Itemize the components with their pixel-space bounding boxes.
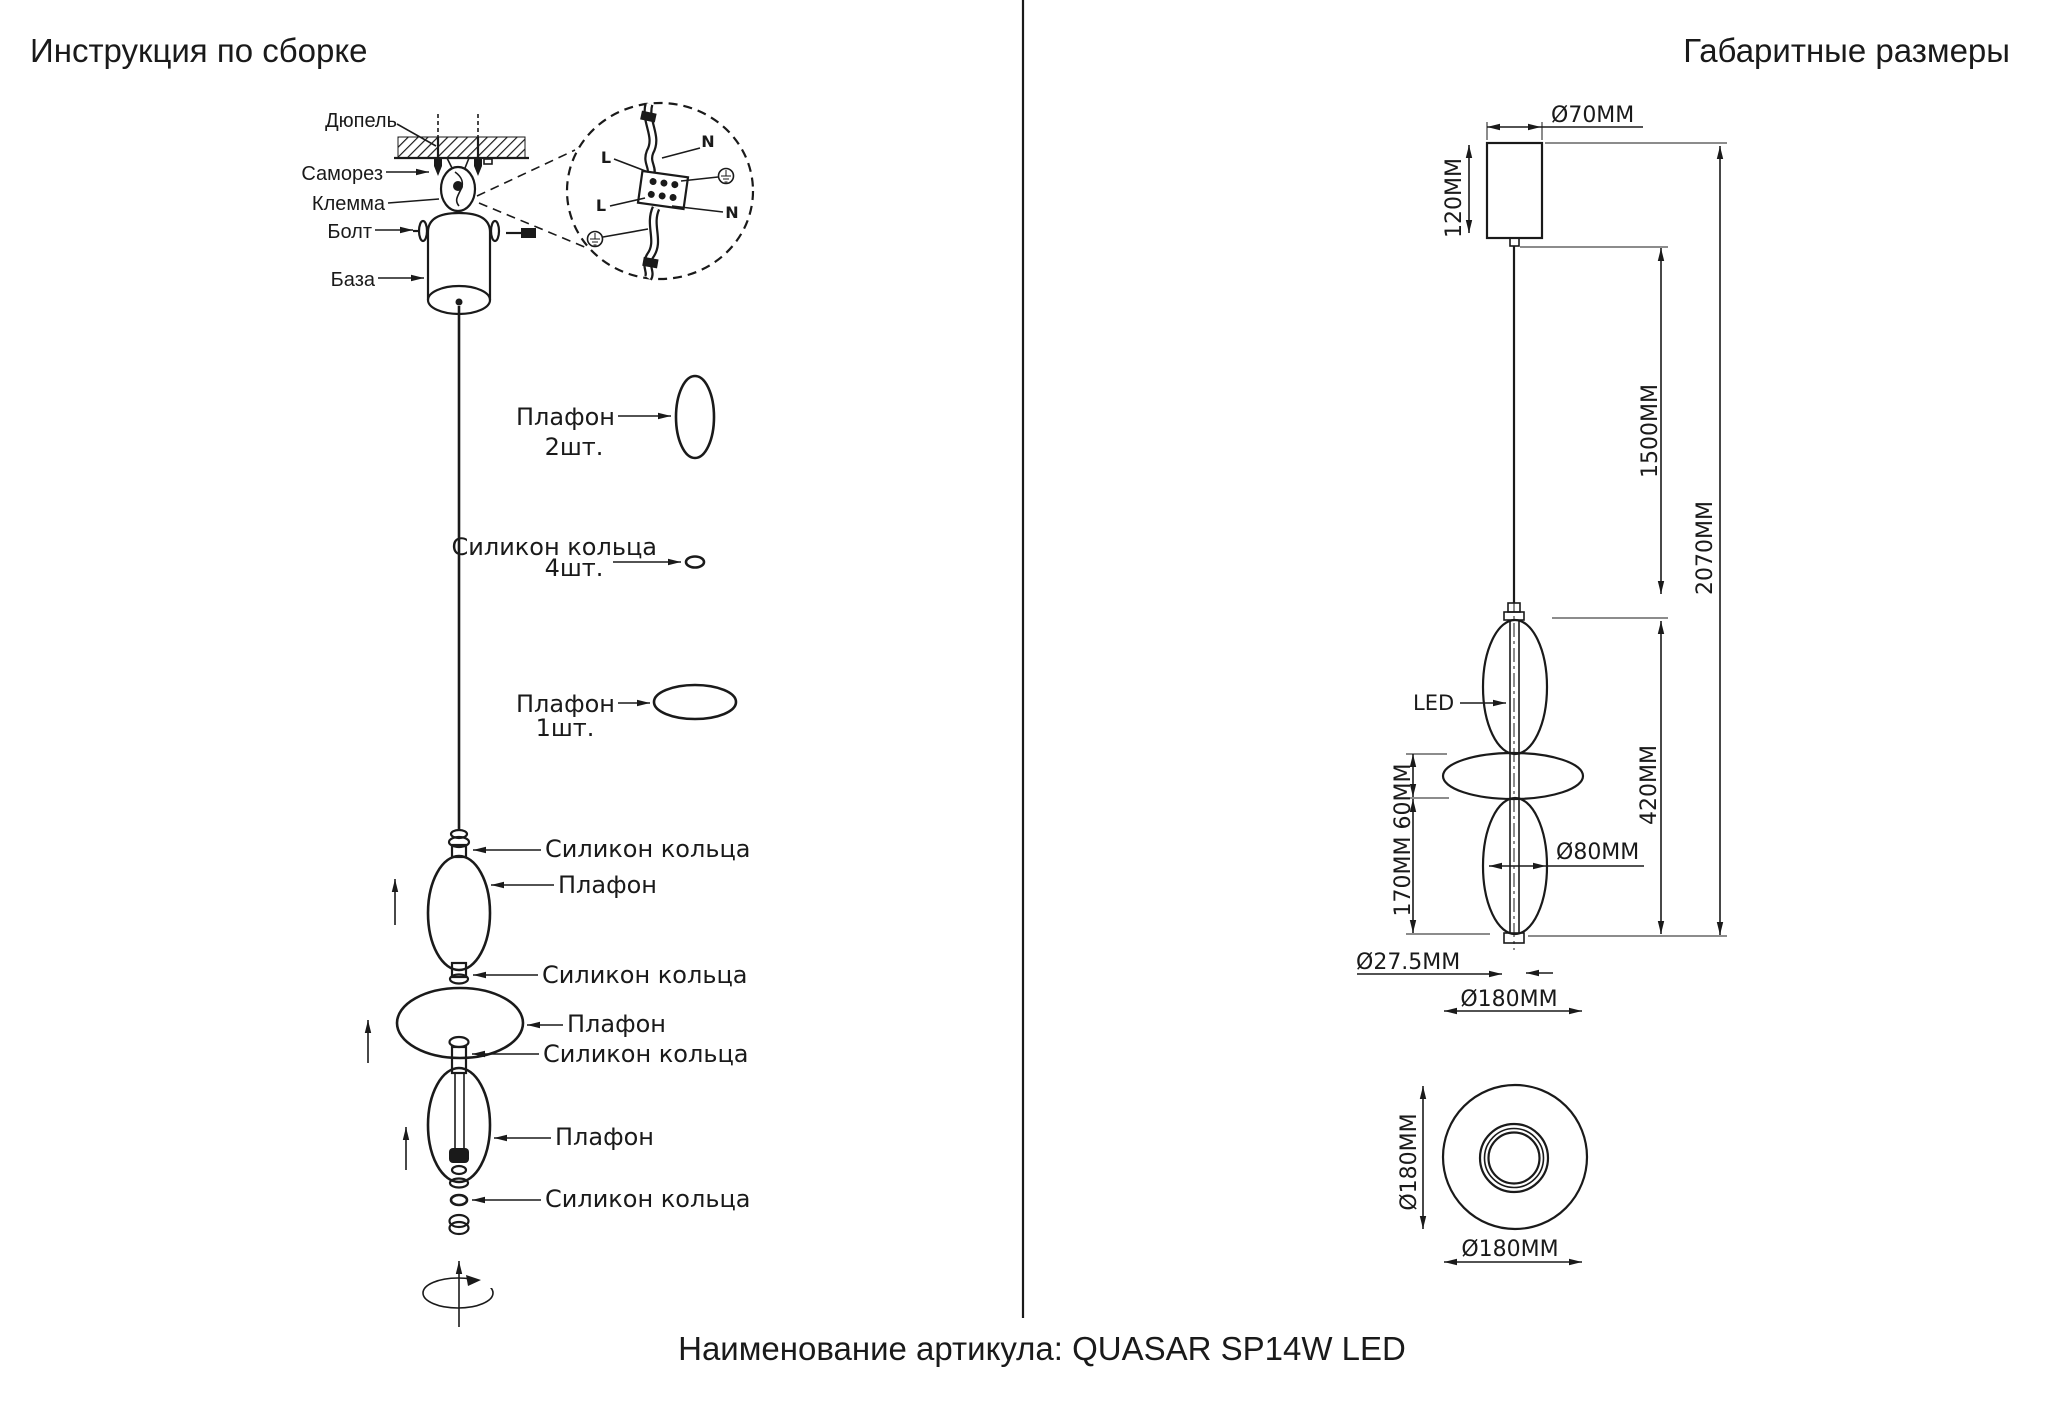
right-panel: [1356, 32, 2010, 1262]
assembly-shade-label: Плафон: [555, 1123, 654, 1151]
dim-canopy-diameter: Ø70MM: [1551, 103, 1635, 128]
dim-cord-length: 1500MM: [1638, 384, 1663, 478]
assembly-ring-label: Силикон кольца: [543, 1040, 749, 1068]
left-panel-title: Инструкция по сборке: [30, 32, 368, 69]
callout-screw-label: Саморез: [301, 163, 383, 185]
article-caption: Наименование артикула: QUASAR SP14W LED: [678, 1330, 1406, 1367]
assembly-stack: [368, 830, 751, 1327]
part-shade-horizontal: [654, 685, 736, 719]
lamp-body: [1443, 598, 1583, 950]
wire-n-bottom-label: N: [725, 203, 739, 222]
shade-upper: [428, 856, 490, 970]
callout-bolt-label: Болт: [327, 221, 372, 243]
base-cylinder: [428, 213, 490, 314]
callout-clamp-label: Клемма: [311, 193, 385, 215]
part-silicone-ring: [686, 557, 704, 568]
part-shade2-qty: 2шт.: [544, 433, 604, 461]
led-module: [449, 1148, 469, 1163]
canopy: [1487, 143, 1542, 246]
callout-base-label: База: [330, 269, 375, 291]
right-panel-title: Габаритные размеры: [1683, 32, 2010, 69]
part-shade1-label: Плафон: [516, 690, 615, 718]
part-shade1-qty: 1шт.: [535, 714, 595, 742]
dim-shade-diameter: Ø80MM: [1556, 840, 1640, 865]
dim-canopy-height: 120MM: [1442, 158, 1467, 238]
dim-total-height: 2070MM: [1693, 501, 1718, 595]
dim-rod-diameter: Ø27.5MM: [1356, 950, 1461, 975]
part-shade-vertical: [676, 376, 714, 458]
assembly-shade-label: Плафон: [567, 1010, 666, 1038]
assembly-ring-label: Силикон кольца: [542, 961, 748, 989]
parts-list: [452, 376, 737, 742]
ceiling-hatch: [394, 137, 529, 158]
side-bolts: [413, 221, 536, 241]
dim-shade-stack: 170MM 60MM: [1391, 763, 1416, 917]
wiring-detail: [477, 103, 753, 279]
dim-bottom-view-height: Ø180MM: [1397, 1113, 1422, 1211]
dim-bottom-view-width: Ø180MM: [1461, 1237, 1559, 1262]
assembly-ring-label: Силикон кольца: [545, 835, 751, 863]
shade-middle-dim: [1443, 753, 1583, 799]
leader-line: [388, 199, 439, 203]
part-shade2-label: Плафон: [516, 403, 615, 431]
silicone-ring: [451, 1195, 467, 1205]
callout-dowel-label: Дюпель: [325, 110, 397, 132]
dim-mid-shade-diameter: Ø180MM: [1460, 987, 1558, 1012]
left-panel: [30, 32, 753, 1327]
led-label: LED: [1413, 691, 1455, 715]
wire-l-top-label: L: [600, 148, 612, 167]
part-rings-qty: 4шт.: [544, 554, 604, 582]
assembly-shade-label: Плафон: [558, 871, 657, 899]
shade-upper-dim: [1483, 620, 1547, 754]
dim-fixture-height: 420MM: [1637, 745, 1662, 825]
rotation-arrow: [423, 1261, 498, 1327]
wire-n-top-label: N: [701, 132, 715, 151]
bottom-view: [1443, 1085, 1587, 1229]
terminal-ball: [441, 158, 475, 211]
assembly-ring-label: Силикон кольца: [545, 1185, 751, 1213]
part-rings-label: Силикон кольца: [451, 533, 657, 561]
terminal-block: [638, 171, 688, 209]
ground-icon: [719, 169, 734, 184]
ground-icon: [588, 232, 603, 247]
wire-l-bottom-label: L: [595, 196, 607, 215]
